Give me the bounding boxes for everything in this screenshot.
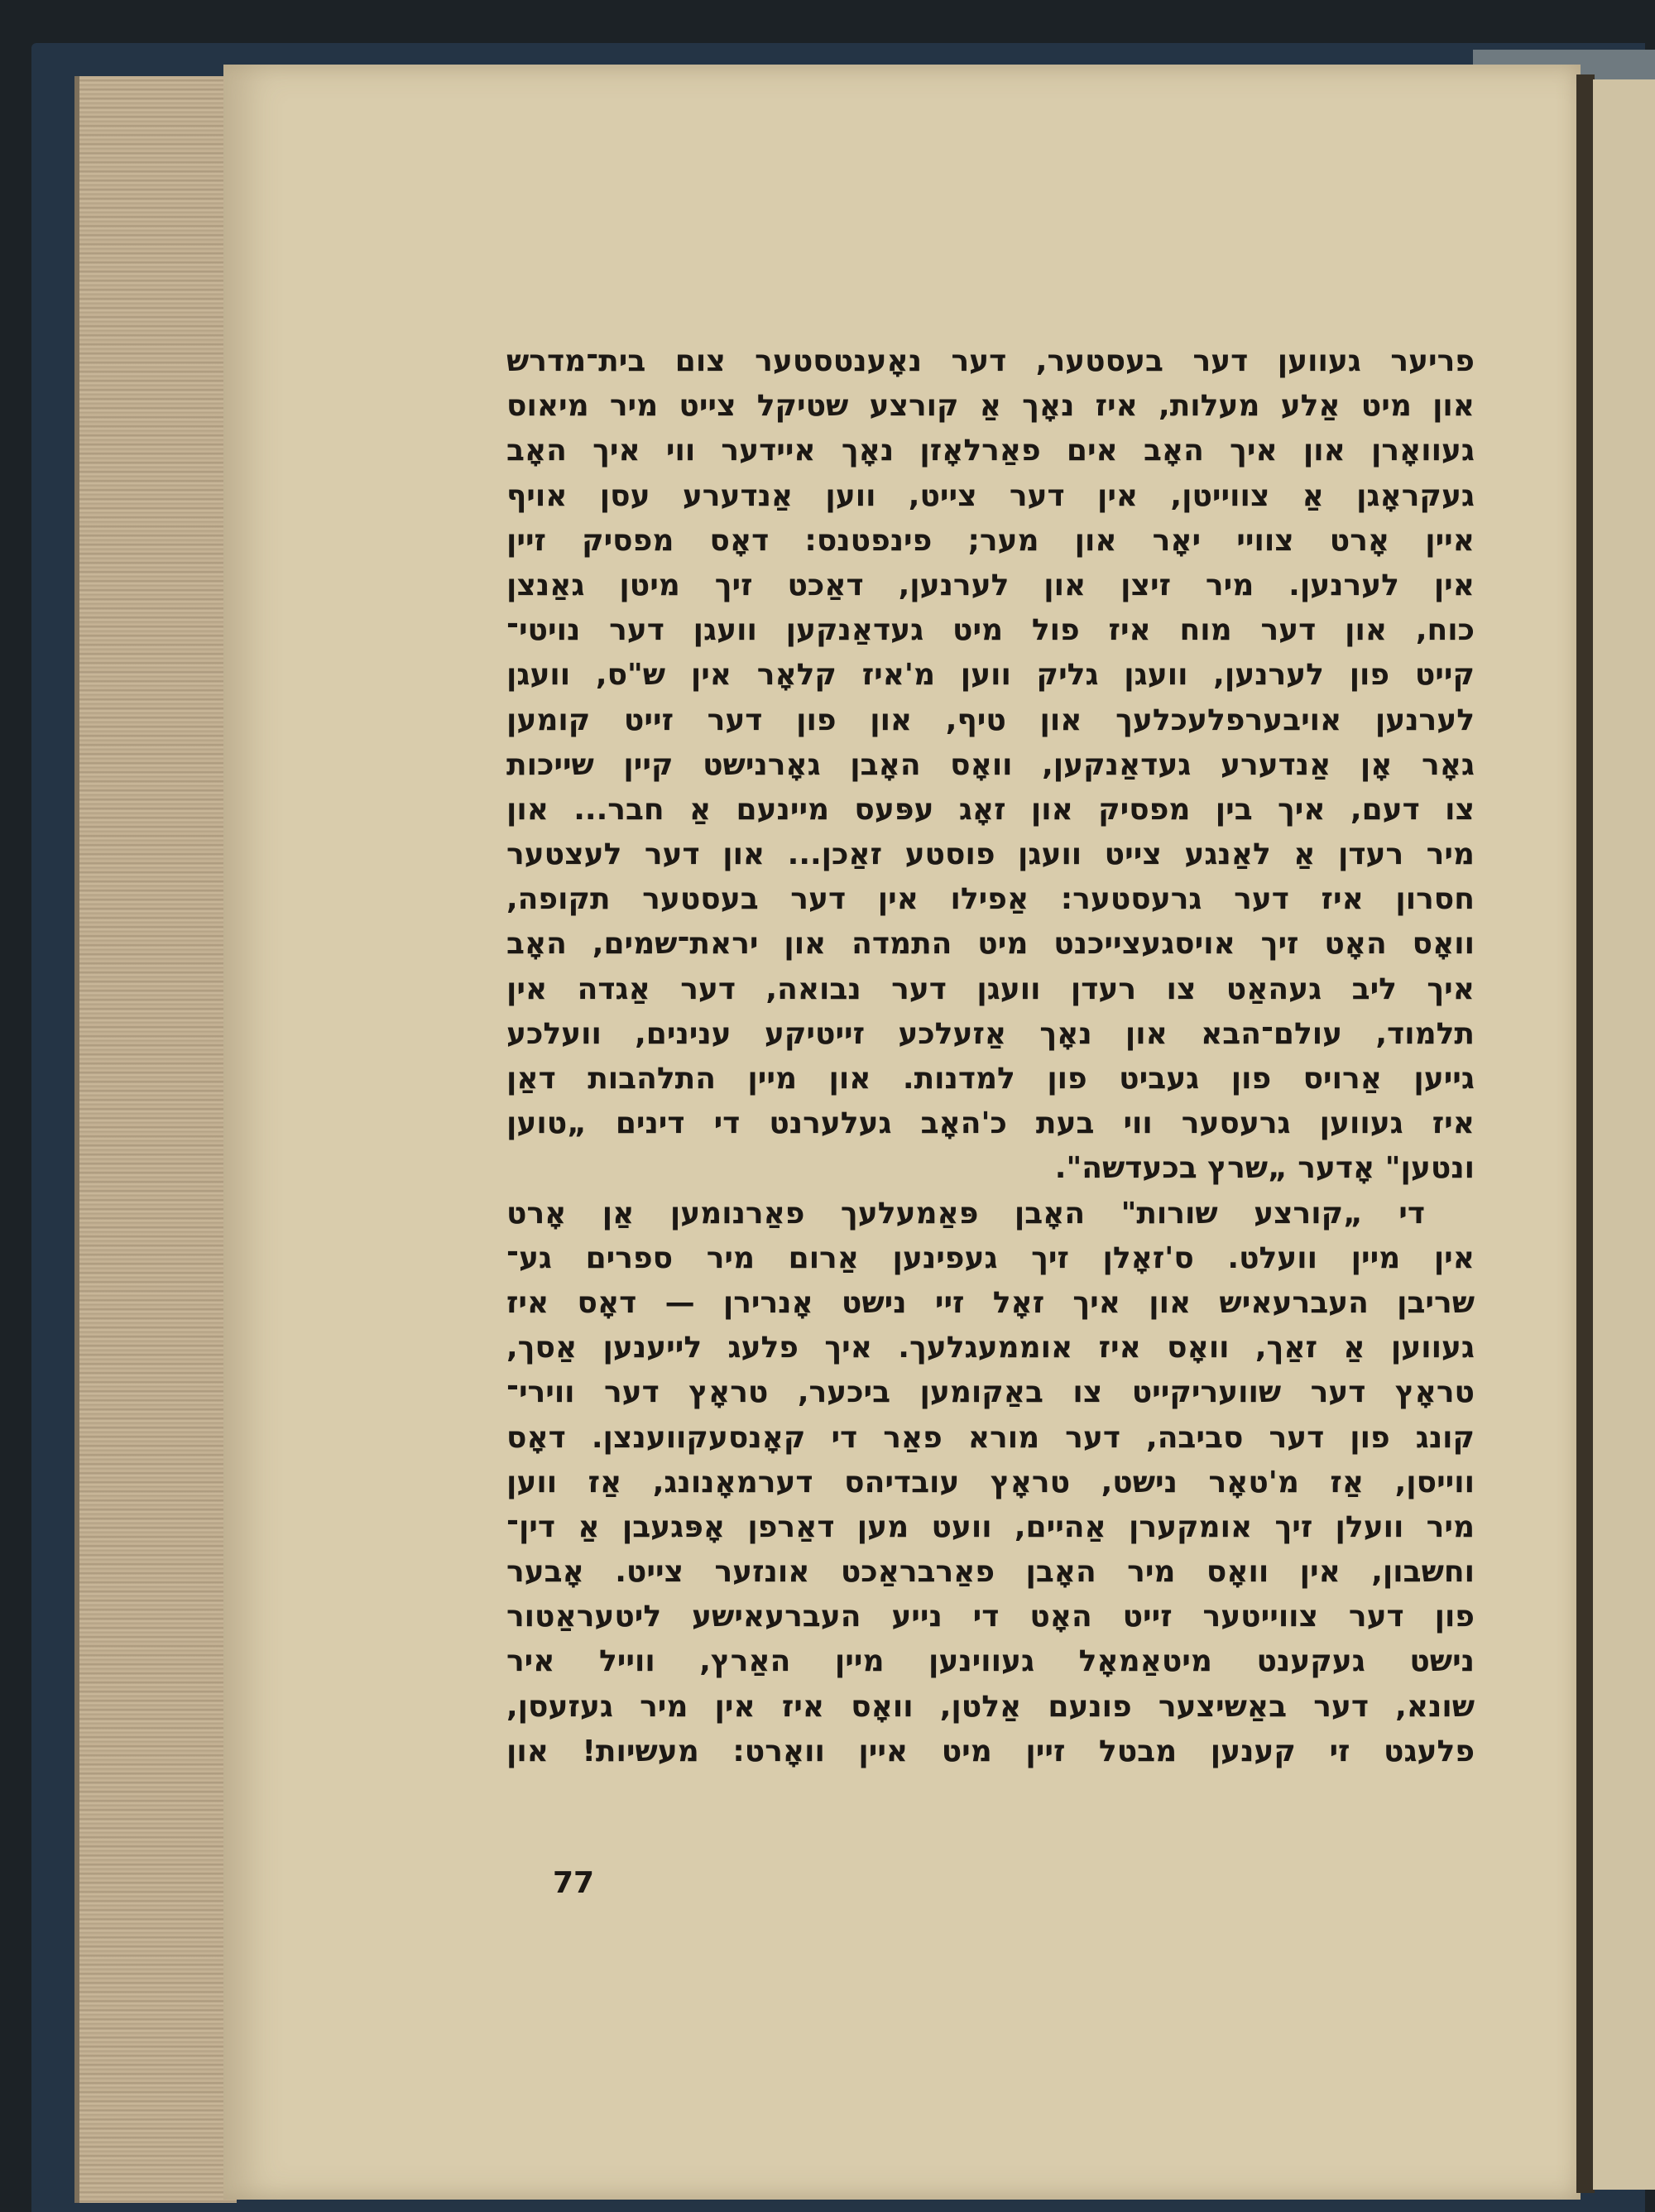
text-line: ונטען" אָדער „שרץ בכעדשה".: [1054, 1151, 1475, 1186]
text-line: איז געווען גרעסער ווי בעת כ'האָב געלערנט די דינים „טוען: [506, 1106, 1475, 1141]
text-line: מיר וועלן זיך אומקערן אַהיים, וועט מען דאַרפן אָפּגעבן אַ דין־: [506, 1509, 1475, 1544]
text-line: כוח, און דער מוח איז פול מיט געדאַנקען וועגן דער נויטי־: [506, 613, 1475, 648]
text-line: שונא, דער באַשיצער פונעם אַלטן, וואָס איז אין מיר געזעסן,: [506, 1689, 1475, 1724]
text-line: שריבן העברעאיש און איך זאָל זיי נישט אָנרירן — דאָס איז: [506, 1285, 1475, 1320]
text-line: פון דער צווייטער זייט האָט די נייע העברעאישע ליטעראַטור: [506, 1600, 1475, 1634]
text-line: לערנען אויבערפלעכלעך און טיף, און פון דער זייט קומען: [506, 703, 1475, 737]
text-line: און מיט אַלע מעלות, איז נאָך אַ קורצע שטיקל צייט מיר מיאוס: [506, 389, 1475, 424]
text-line: פלעגט זי קענען מבטל זיין מיט איין וואָרט: מעשיות! און: [506, 1734, 1475, 1768]
page-number: 77: [553, 1866, 595, 1900]
text-line: געקראָגן אַ צווייטן, אין דער צייט, ווען אַנדערע עסן אויף: [506, 478, 1475, 513]
text-line: מיר רעדן אַ לאַנגע צייט וועגן פוסטע זאַכן... און דער לעצטער: [506, 837, 1475, 872]
page-edges: [74, 76, 237, 2203]
book-gutter: [1576, 74, 1595, 2193]
text-line: איין אָרט צוויי יאָר און מער; פינפטנס: דאָס מפסיק זיין: [506, 523, 1475, 558]
text-line: צו דעם, איך בין מפסיק און זאָג עפּעס מיינעם אַ חבר... און: [506, 792, 1475, 827]
text-line: קייט פון לערנען, וועגן גליק ווען מ'איז קלאָר אין ש"ס, וועגן: [506, 658, 1475, 693]
text-line: געווען אַ זאַך, וואָס איז אוממעגלעך. איך פלעג לייענען אַסך,: [506, 1331, 1475, 1365]
text-line: וואָס האָט זיך אויסגעצייכנט מיט התמדה און יראת־שמים, האָב: [506, 927, 1475, 962]
text-line: חסרון איז דער גרעסטער: אַפילו אין דער בעסטער תקופה,: [506, 882, 1475, 917]
text-line: געוואָרן און איך האָב אים פאַרלאָזן נאָך איידער ווי איך האָב: [506, 434, 1475, 468]
text-line: איך ליב געהאַט צו רעדן וועגן דער נבואה, דער אַגדה אין: [506, 972, 1475, 1006]
text-line: תלמוד, עולם־הבא און נאָך אַזעלכע זייטיקע ענינים, וועלכע: [506, 1016, 1475, 1051]
text-line: נישט געקענט מיטאַמאָל געווינען מיין האַרץ, ווייל איר: [506, 1644, 1475, 1679]
text-line: וחשבון, אין וואָס מיר האָבן פאַרבראַכט אונזער צייט. אָבער: [506, 1555, 1475, 1590]
text-line: גאָר אָן אַנדערע געדאַנקען, וואָס האָבן גאָרנישט קיין שייכות: [506, 747, 1475, 782]
text-line: קונג פון דער סביבה, דער מורא פאַר די קאָנסעקווענצן. דאָס: [506, 1420, 1475, 1455]
page-text: [506, 339, 1475, 1774]
text-line: גייען אַרויס פון געביט פון למדנות. און מיין התלהבות דאַן: [506, 1062, 1475, 1096]
text-line: אין לערנען. מיר זיצן און לערנען, דאַכט זיך מיטן גאַנצן: [506, 568, 1475, 602]
text-line: אין מיין וועלט. ס'זאָלן זיך געפינען אַרום מיר ספרים גע־: [506, 1240, 1475, 1275]
text-line: פריער געווען דער בעסטער, דער נאָענטסטער צום בית־מדרש: [506, 344, 1475, 378]
text-line: ווייסן, אַז מ'טאָר נישט, טראָץ עובדיהס דערמאָנונג, אַז ווען: [506, 1465, 1475, 1499]
facing-page-edge: [1593, 79, 1655, 2190]
text-line: טראָץ דער שוועריקייט צו באַקומען ביכער, טראָץ דער ווירי־: [506, 1375, 1475, 1410]
text-line: די „קורצע שורות" האָבן פּאַמעלעך פאַרנומען אַן אָרט: [506, 1196, 1425, 1231]
